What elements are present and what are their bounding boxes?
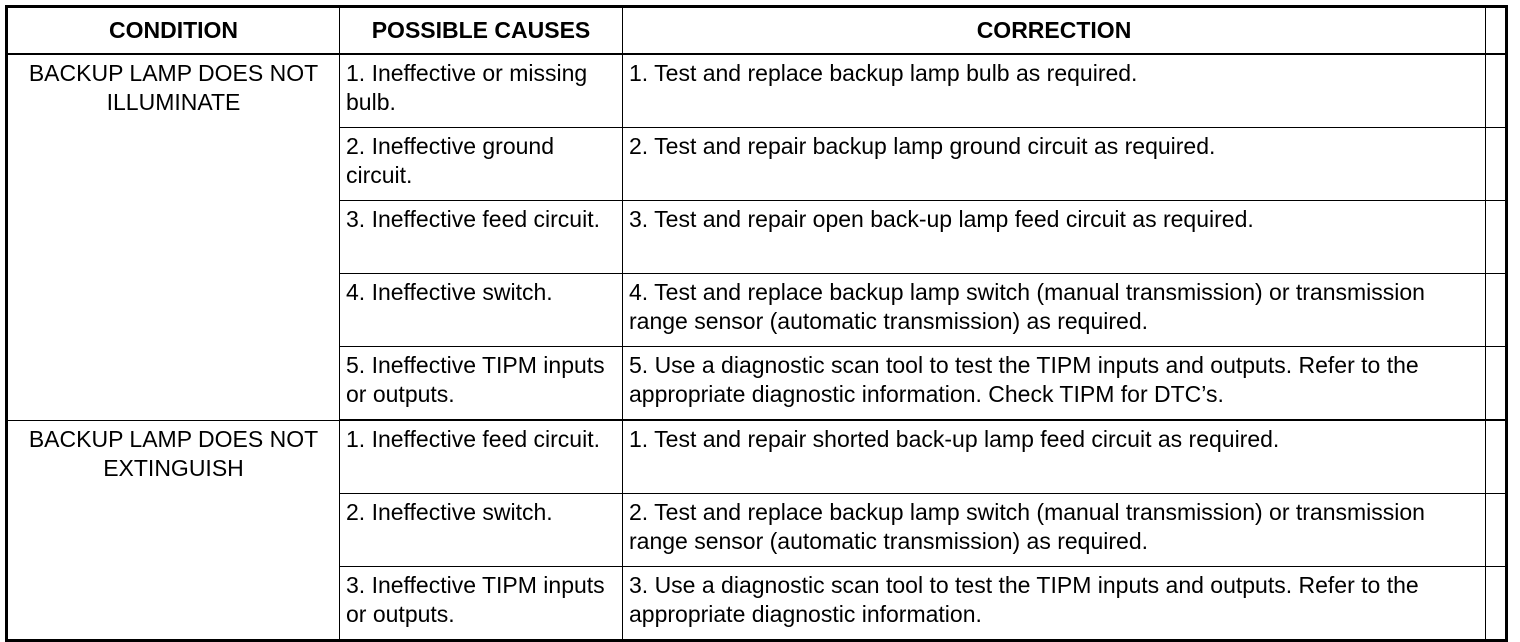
correction-cell: 5. Use a diagnostic scan tool to test the TIPM inputs and outputs. Refer to the appropriate diagnostic information. Check TIPM for DTC’s. [623,347,1486,421]
correction-cell: 2. Test and repair backup lamp ground circuit as required. [623,128,1486,201]
table-header-row [7,7,1507,55]
header-possible-causes: POSSIBLE CAUSES [340,7,623,55]
cause-cell: 1. Ineffective or missing bulb. [340,54,623,128]
spacer-cell [1486,347,1507,421]
cause-cell: 5. Ineffective TIPM inputs or outputs. [340,347,623,421]
spacer-cell [1486,274,1507,347]
cause-cell: 1. Ineffective feed circuit. [340,420,623,494]
table-row [7,420,1507,494]
condition-cell [7,420,340,641]
spacer-cell [1486,494,1507,567]
spacer-cell [1486,54,1507,128]
spacer-cell [1486,128,1507,201]
cause-cell: 3. Ineffective feed circuit. [340,201,623,274]
header-condition: CONDITION [7,7,340,55]
correction-cell: 2. Test and replace backup lamp switch (manual transmission) or transmission range sensor (automatic transmission) as required. [623,494,1486,567]
spacer-cell [1486,420,1507,494]
condition-text-line: BACKUP LAMP DOES NOT [28,60,319,86]
spacer-cell [1486,201,1507,274]
cause-cell: 3. Ineffective TIPM inputs or outputs. [340,567,623,641]
condition-cell [7,54,340,420]
cause-cell: 2. Ineffective switch. [340,494,623,567]
diagnosis-table-container [5,5,1505,642]
correction-cell: 1. Test and repair shorted back-up lamp feed circuit as required. [623,420,1486,494]
cause-cell: 4. Ineffective switch. [340,274,623,347]
correction-cell: 1. Test and replace backup lamp bulb as required. [623,54,1486,128]
diagnosis-table [5,5,1508,642]
correction-cell: 3. Use a diagnostic scan tool to test the TIPM inputs and outputs. Refer to the appropriate diagnostic information. [623,567,1486,641]
condition-text-line: ILLUMINATE [106,89,241,115]
header-correction: CORRECTION [623,7,1486,55]
spacer-cell [1486,567,1507,641]
table-row [7,54,1507,128]
correction-cell: 3. Test and repair open back-up lamp feed circuit as required. [623,201,1486,274]
correction-cell: 4. Test and replace backup lamp switch (manual transmission) or transmission range sensor (automatic transmission) as required. [623,274,1486,347]
condition-text-line: BACKUP LAMP DOES NOT [28,425,319,452]
cause-cell: 2. Ineffective ground circuit. [340,128,623,201]
header-spacer-cell [1486,7,1507,55]
condition-text-line: EXTINGUISH [103,454,244,481]
